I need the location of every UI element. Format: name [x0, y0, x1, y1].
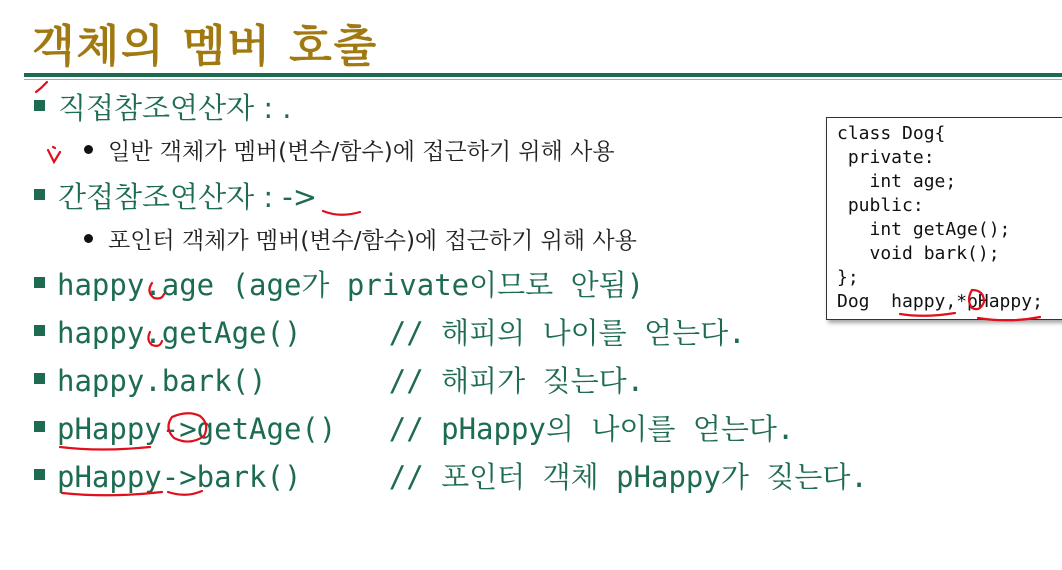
class-definition-code-box	[826, 117, 1062, 320]
bullet-square	[34, 189, 45, 200]
direct-operator-heading: 직접참조연산자 : .	[58, 91, 292, 125]
code-line: private:	[837, 147, 935, 168]
code-example-getage: happy.getAge() // 해피의 나이를 얻는다.	[57, 316, 746, 350]
code-example-age: happy.age (age가 private이므로 안됨)	[57, 268, 645, 302]
code-line: int getAge();	[837, 219, 1011, 240]
bullet-square	[34, 100, 45, 111]
bullet-square	[34, 277, 45, 288]
code-example-pointer-getage: pHappy->getAge() // pHappy의 나이를 얻는다.	[57, 412, 795, 446]
code-line: };	[837, 267, 859, 288]
page-title: 객체의 멤버 호출	[32, 21, 379, 72]
bullet-dot	[84, 234, 93, 243]
direct-operator-description: 일반 객체가 멤버(변수/함수)에 접근하기 위해 사용	[108, 139, 615, 165]
bullet-square	[34, 373, 45, 384]
bullet-square	[34, 421, 45, 432]
code-line: void bark();	[837, 243, 1000, 264]
code-line: int age;	[837, 171, 957, 192]
title-divider-thin	[24, 79, 1062, 80]
dot-annotation	[53, 147, 55, 148]
bullet-dot	[84, 145, 93, 154]
code-line: public:	[837, 195, 924, 216]
bullet-square	[34, 325, 45, 336]
underline-annotation	[323, 211, 360, 215]
code-line: Dog happy,*pHappy;	[837, 291, 1043, 312]
indirect-operator-heading: 간접참조연산자 : ->	[58, 180, 318, 214]
bullet-square	[34, 469, 45, 480]
code-example-pointer-bark: pHappy->bark() // 포인터 객체 pHappy가 짖는다.	[57, 460, 868, 494]
check-mark-annotation	[48, 150, 60, 162]
check-mark-annotation	[36, 82, 47, 92]
indirect-operator-description: 포인터 객체가 멤버(변수/함수)에 접근하기 위해 사용	[108, 228, 637, 254]
code-example-bark: happy.bark() // 해피가 짖는다.	[57, 364, 645, 398]
code-line: class Dog{	[837, 123, 946, 144]
title-divider	[24, 73, 1062, 77]
